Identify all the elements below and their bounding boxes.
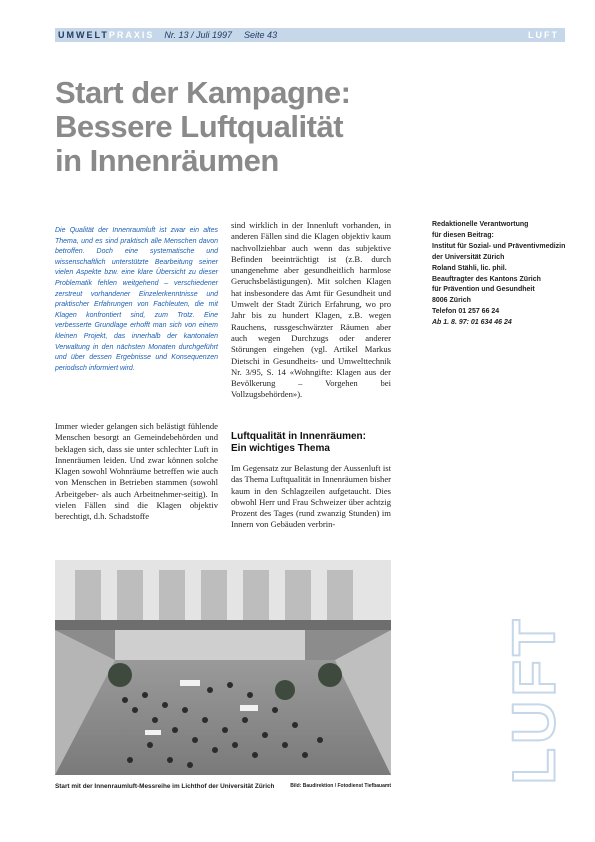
sidebar-line: Beauftragter des Kantons Zürich: [432, 275, 541, 283]
sidebar-line: Institut für Sozial- und Präventivmedizin: [432, 242, 566, 250]
caption-text: Start mit der Innenraumluft-Messreihe im Lichthof der Universität Zürich: [55, 783, 275, 790]
sidebar-line: Telefon 01 257 66 24: [432, 308, 500, 316]
intro-paragraph: Die Qualität der Innenraumluft ist zwar ein altes Thema, und es sind praktisch alle Menschen davon betroffen. Doch eine systematische und wissenschaftlich unterstützte Bearbeitung seiner vielen Aspekte bzw. eine klare Übersicht zu dieser Problematik fehlen weitgehend – verschiedener zerstreut vorhandener Einzelerkenntnisse und praktischer Erfahrungen von Fachleuten, die mit Klagen konfrontiert sind, zum Trotz. Eine verbesserte Grundlage erhofft man sich von einem kleinen Projekt, das innerhalb der kantonalen Verwaltung in den nächsten Monaten durchgeführt und über dessen Ergebnisse und Konsequenzen periodisch informiert wird.: [55, 227, 218, 372]
magazine-brand: UMWELTPRAXIS: [58, 30, 155, 40]
vertical-section-label: [491, 605, 576, 795]
subheading: [231, 431, 391, 454]
sidebar-line: für diesen Beitrag:: [432, 231, 494, 239]
issue-number: Nr. 13 / Juli 1997: [164, 30, 233, 40]
section-label: LUFT: [528, 30, 559, 40]
subheading-line: Luftqualität in Innenräumen:: [231, 431, 366, 442]
editorial-responsibility-box: [432, 220, 572, 329]
title-line: Bessere Luftqualität: [55, 109, 344, 144]
sidebar-line: Ab 1. 8. 97: 01 634 46 24: [432, 319, 512, 327]
title-line: in Innenräumen: [55, 143, 279, 178]
photo-caption: [55, 782, 391, 791]
photo-credit: Bild: Baudirektion / Fotodienst Tiefbauamt: [290, 783, 391, 789]
page-number: Seite 43: [244, 30, 278, 40]
subheading-line: Ein wichtiges Thema: [231, 442, 330, 454]
body-paragraph-middle-top: sind wirklich in der Innenluft vorhanden, in anderen Fällen sind die Klagen objektiv kaum nachvollziehbar auch wenn das subjektive Befinden beeinträchtigt ist (z.B. durch unangenehme aber gesundheitlich harmlose Geruchsbelästigungen). Mit solchen Klagen hat insbesondere das Amt für Gesundheit und Umwelt der Stadt Zürich Erfahrung, wo pro Jahr bis zu hundert Klagen, z.B. wegen Rauchens, russgeschwärzter Räumen aber auch wegen Durchzugs oder anderer Störungen eingehen (vgl. Artikel Markus Dietschi in Gesundheits- und Umwelttechnik Nr. 3/95, S. 14 «Wohngifte: Klagen aus der Bevölkerung – Vorgehen bei Vollzugsbehörden»).: [231, 220, 391, 400]
article-title: [55, 76, 415, 178]
atrium-photo: [55, 560, 391, 775]
title-line: Start der Kampagne:: [55, 75, 351, 110]
sidebar-line: Roland Stähli, lic. phil.: [432, 264, 507, 272]
body-paragraph-middle-bottom: Im Gegensatz zur Belastung der Aussenluft ist das Thema Luftqualität in Innenräumen bisher kaum in den Schlagzeilen aufgetaucht. Dies obwohl Herr und Frau Schweizer über achtzig Prozent des Tages (rund zwanzig Stunden) im Innern von Gebäuden verbrin-: [231, 463, 391, 530]
body-paragraph-left: Immer wieder gelangen sich belästigt fühlende Menschen besorgt an Gemeindebehörden und beklagen sich, dass sie unter schlechter Luft in Innenräumen leiden. Und zwar können solche Klagen sowohl Wohnräume betreffen wie auch von Menschen in Betrieben stammen (sowohl Arbeitgeber- als auch Arbeitnehmer-seitig). In vielen Fällen sind die Klagen objektiv berechtigt, d.h. Schadstoffe: [55, 421, 218, 522]
sidebar-line: der Universität Zürich: [432, 253, 505, 261]
atrium-photo-illustration: [55, 560, 391, 775]
sidebar-line: für Prävention und Gesundheit: [432, 286, 535, 294]
sidebar-line: 8006 Zürich: [432, 297, 471, 305]
header-bar: [55, 28, 565, 42]
sidebar-line: Redaktionelle Verantwortung: [432, 221, 529, 228]
vertical-label-text: LUFT: [500, 615, 567, 785]
